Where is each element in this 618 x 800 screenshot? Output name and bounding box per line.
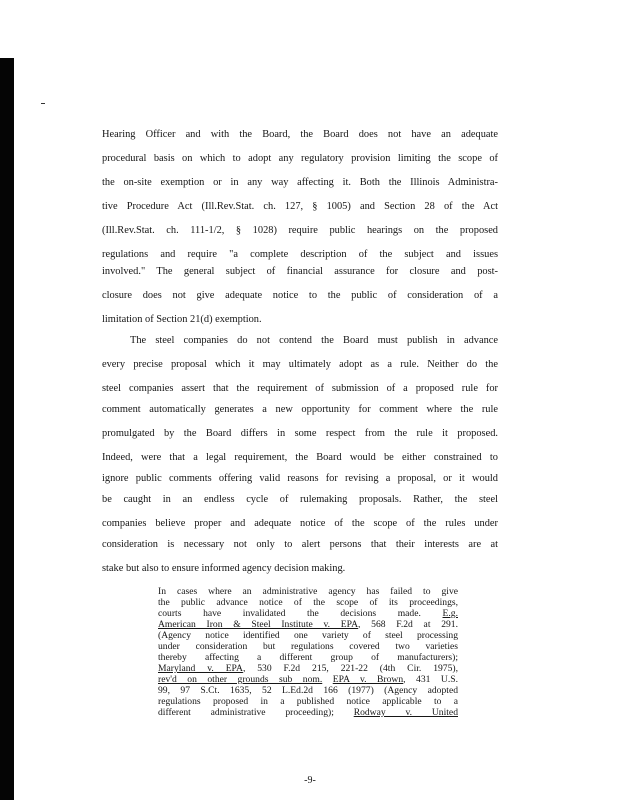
case-name: Rodway v. United [353, 707, 458, 718]
scan-edge [0, 58, 14, 800]
quote-line: (Agency notice identified one variety of steel processing [158, 630, 458, 641]
text-line: promulgated by the Board differs in some respect from the rule it proposed. [102, 428, 498, 439]
text-line: The steel companies do not contend the Board must publish in advance [130, 335, 498, 346]
case-name: Maryland v. EPA [158, 663, 243, 674]
text-line: procedural basis on which to adopt any regulatory provision limiting the scope of [102, 153, 498, 164]
text-line: Indeed, were that a legal requirement, the Board would be either constrained to [102, 452, 498, 463]
text-line: steel companies assert that the requirement of submission of a proposed rule for [102, 383, 498, 394]
citation-signal: E.g. [442, 608, 458, 619]
text-line: companies believe proper and adequate notice of the scope of the rules under [102, 518, 498, 529]
quote-line [158, 674, 458, 685]
quote-text: courts have invalidated the decisions made. [158, 608, 421, 619]
quote-text: , 568 F.2d at 291. [358, 619, 458, 630]
quote-line: regulations proposed in a published notice applicable to a [158, 696, 458, 707]
text-line: consideration is necessary not only to alert persons that their interests are at [102, 539, 498, 550]
text-line: Hearing Officer and with the Board, the Board does not have an adequate [102, 129, 498, 140]
quote-line: In cases where an administrative agency has failed to give [158, 586, 458, 597]
case-name: American Iron & Steel Institute v. EPA [158, 619, 359, 630]
text-line: regulations and require "a complete description of the subject and issues [102, 249, 498, 260]
text-line: (Ill.Rev.Stat. ch. 111-1/2, § 1028) require public hearings on the proposed [102, 225, 498, 236]
text-line: limitation of Section 21(d) exemption. [102, 314, 262, 325]
quote-text: , 530 F.2d 215, 221-22 (4th Cir. 1975), [242, 663, 458, 674]
text-line: involved." The general subject of financial assurance for closure and post- [102, 266, 498, 277]
quote-line [158, 619, 458, 630]
quote-text: different administrative proceeding); [158, 707, 334, 718]
text-line: comment automatically generates a new opportunity for comment where the rule [102, 404, 498, 415]
quote-line [158, 707, 458, 718]
text-line: stake but also to ensure informed agency decision making. [102, 563, 346, 574]
text-line: tive Procedure Act (Ill.Rev.Stat. ch. 127, § 1005) and Section 28 of the Act [102, 201, 498, 212]
quote-line: 99, 97 S.Ct. 1635, 52 L.Ed.2d 166 (1977) (Agency adopted [158, 685, 458, 696]
quote-line [158, 663, 458, 674]
text-line: be caught in an endless cycle of rulemaking proposals. Rather, the steel [102, 494, 498, 505]
citation-signal: rev'd on other grounds sub nom. [158, 674, 323, 685]
text-line: every precise proposal which it may ultimately adopt as a rule. Neither do the [102, 359, 498, 370]
quote-line [158, 608, 458, 619]
quote-line: thereby affecting a different group of manufacturers); [158, 652, 458, 663]
quote-text: , 431 U.S. [403, 674, 458, 685]
page-number: -9- [304, 775, 316, 786]
scan-speck [41, 103, 45, 104]
case-name: EPA v. Brown [332, 674, 404, 685]
text-line: ignore public comments offering valid reasons for revising a proposal, or it would [102, 473, 498, 484]
quote-line: under consideration but regulations covered two varieties [158, 641, 458, 652]
text-line: closure does not give adequate notice to the public of consideration of a [102, 290, 498, 301]
text-line: the on-site exemption or in any way affecting it. Both the Illinois Administra- [102, 177, 498, 188]
quote-line: the public advance notice of the scope of its proceedings, [158, 597, 458, 608]
